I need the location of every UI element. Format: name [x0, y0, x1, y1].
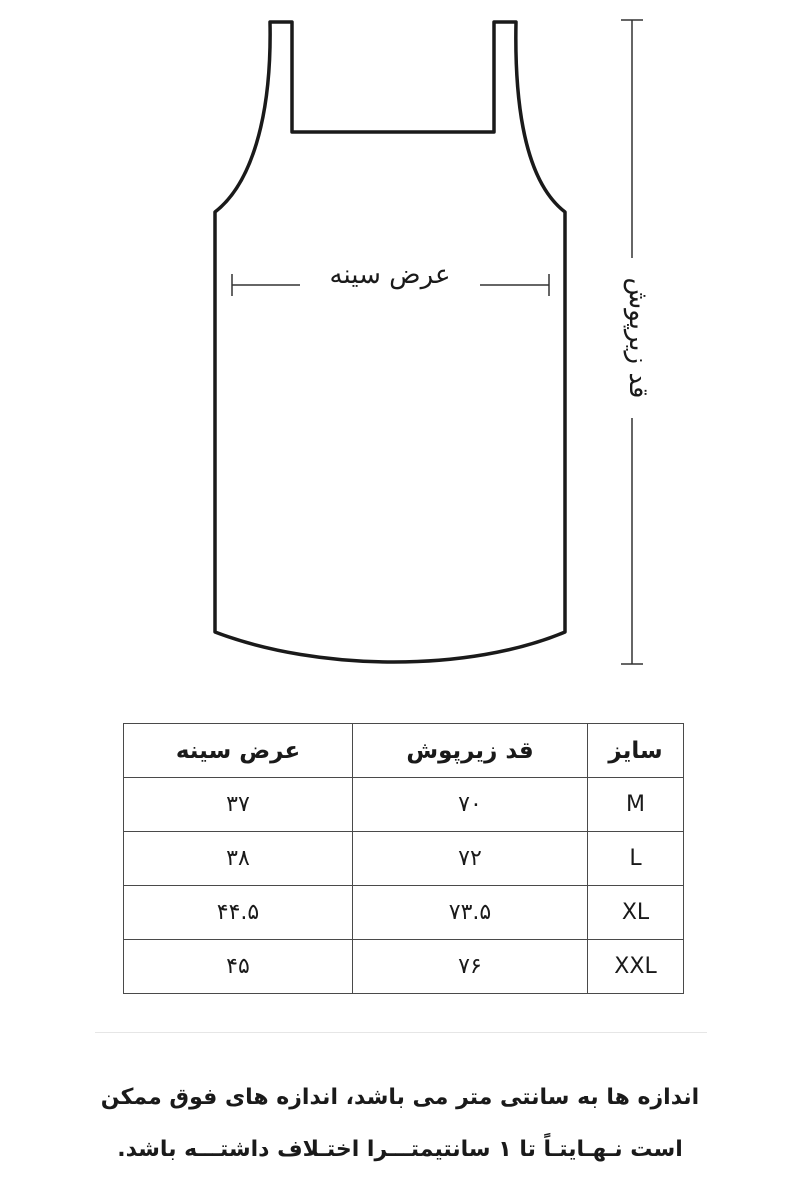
table-row [124, 778, 684, 832]
cell-chest: ۴۵ [124, 940, 353, 994]
cell-length: ۷۲ [353, 832, 588, 886]
table-row [124, 940, 684, 994]
cell-length: ۷۶ [353, 940, 588, 994]
cell-size: XXL [588, 940, 684, 994]
cell-chest: ۳۷ [124, 778, 353, 832]
cell-size: M [588, 778, 684, 832]
size-table [123, 723, 684, 994]
chest-width-label: عرض سینه [300, 260, 480, 290]
cell-size: XL [588, 886, 684, 940]
header-length: قد زیرپوش [353, 724, 588, 778]
cell-length: ۷۳.۵ [353, 886, 588, 940]
cell-chest: ۳۸ [124, 832, 353, 886]
table-row [124, 832, 684, 886]
section-divider [95, 1032, 707, 1033]
garment-length-label: قد زیرپوش [618, 258, 658, 418]
header-size: سایز [588, 724, 684, 778]
note-line-1: اندازه ها به سانتی متر می باشد، اندازه های فوق ممکن [100, 1085, 700, 1110]
table-row [124, 886, 684, 940]
table-header-row [124, 724, 684, 778]
header-chest: عرض سینه [124, 724, 353, 778]
note-line-2: است نـهـایتـاً تا ۱ سانتیمتـــرا اختـلاف داشتـــه باشد. [117, 1137, 683, 1162]
measurement-note [100, 1072, 700, 1176]
cell-chest: ۴۴.۵ [124, 886, 353, 940]
cell-length: ۷۰ [353, 778, 588, 832]
cell-size: L [588, 832, 684, 886]
